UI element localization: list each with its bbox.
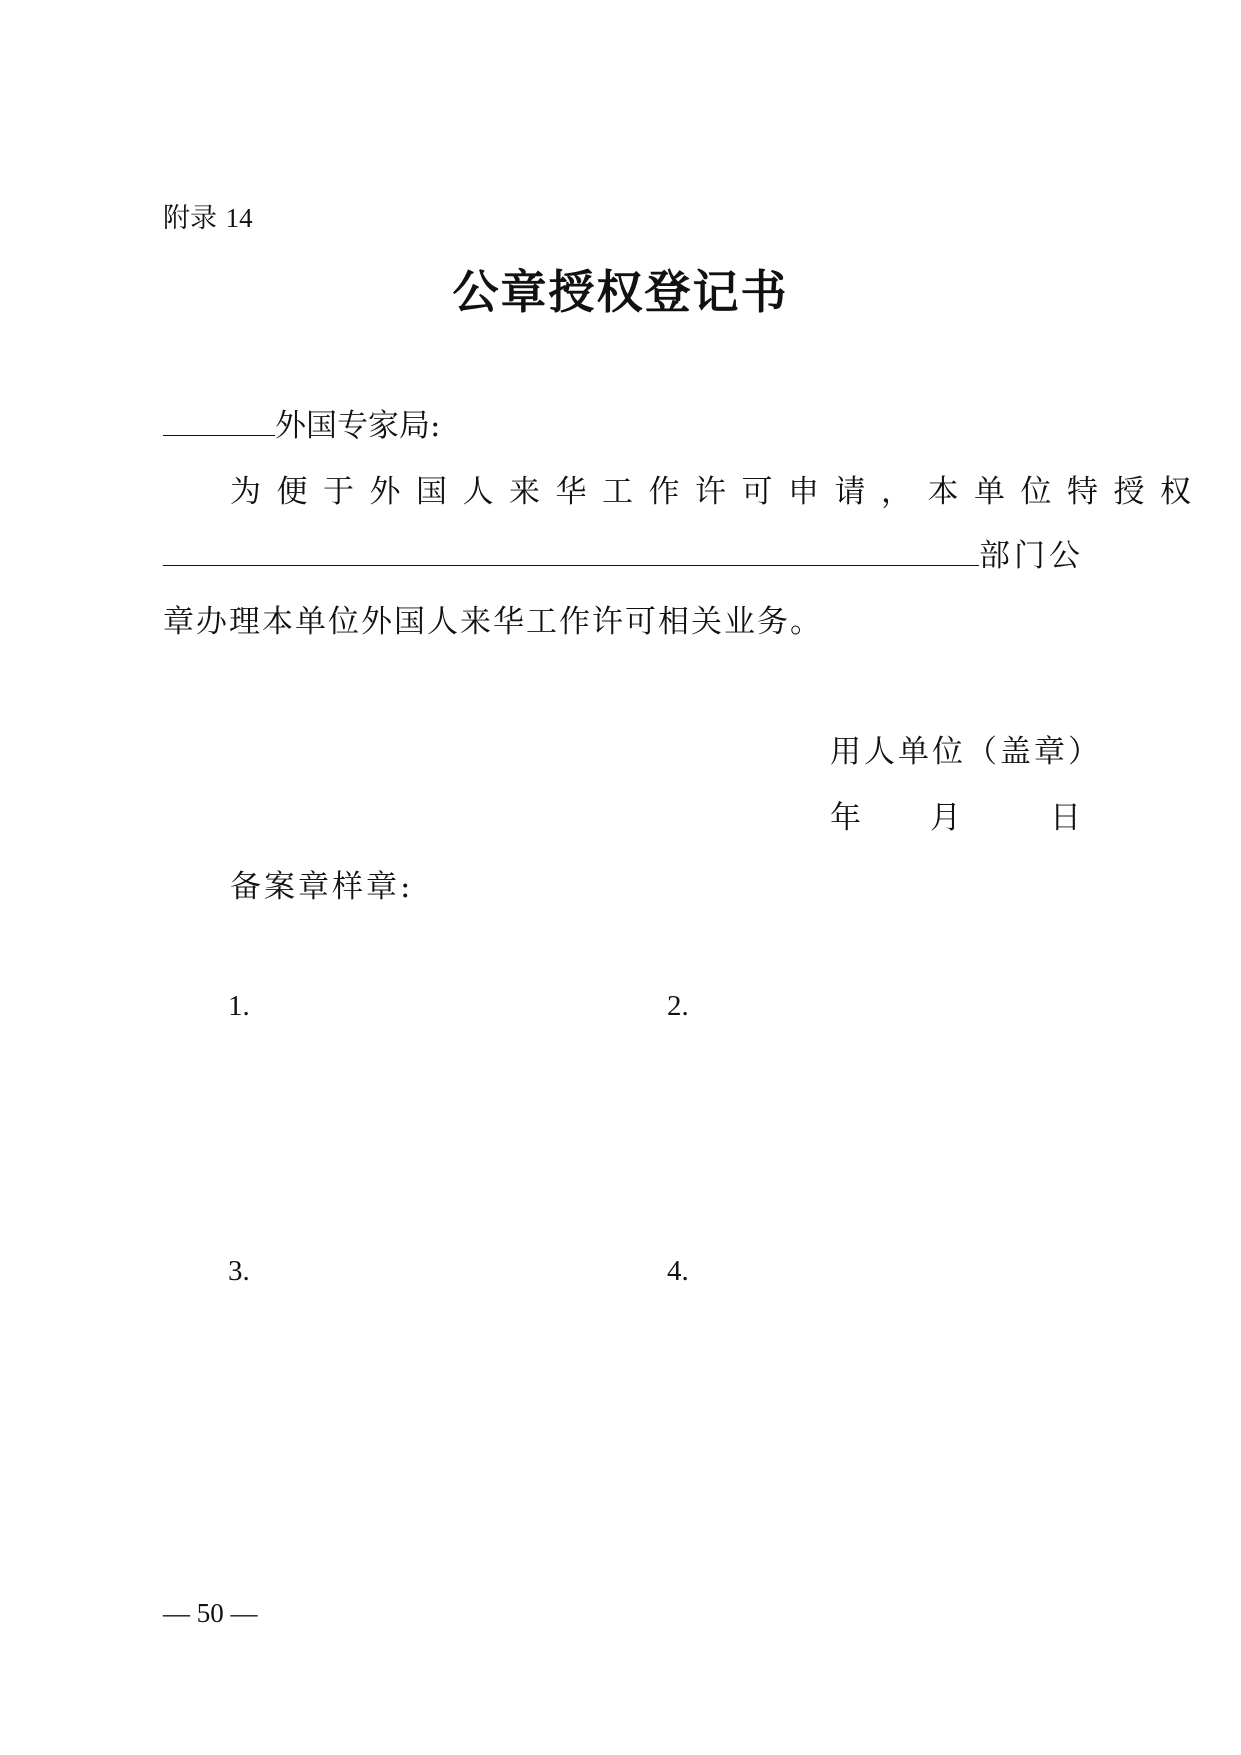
date-year: 年 [830, 800, 861, 836]
specimen-item-3: 3. [228, 1255, 250, 1287]
addressee-line [163, 400, 440, 445]
specimen-seal-label: 备案章样章: [230, 869, 414, 905]
addressee-suffix: 外国专家局: [275, 408, 441, 444]
addressee-blank [163, 407, 275, 436]
date-month: 月 [930, 800, 961, 836]
specimen-item-2: 2. [667, 990, 689, 1022]
specimen-item-4: 4. [667, 1255, 689, 1287]
authorization-paragraph-line1: 为便于外国人来华工作许可申请，本单位特授权 [230, 474, 1207, 510]
department-suffix: 部门公 [979, 538, 1084, 574]
authorization-paragraph-line2 [163, 530, 1084, 575]
appendix-number: 14 [225, 203, 253, 233]
specimen-item-1: 1. [228, 990, 250, 1022]
document-title: 公章授权登记书 [452, 265, 789, 319]
page-number: — 50 — [163, 1598, 258, 1628]
authorization-paragraph-line3: 章办理本单位外国人来华工作许可相关业务。 [163, 604, 823, 640]
appendix-label: 附录 [163, 203, 217, 234]
date-day: 日 [1050, 800, 1081, 836]
appendix-heading [163, 196, 253, 235]
department-blank [163, 537, 979, 566]
employer-seal-label: 用人单位（盖章） [830, 734, 1102, 770]
